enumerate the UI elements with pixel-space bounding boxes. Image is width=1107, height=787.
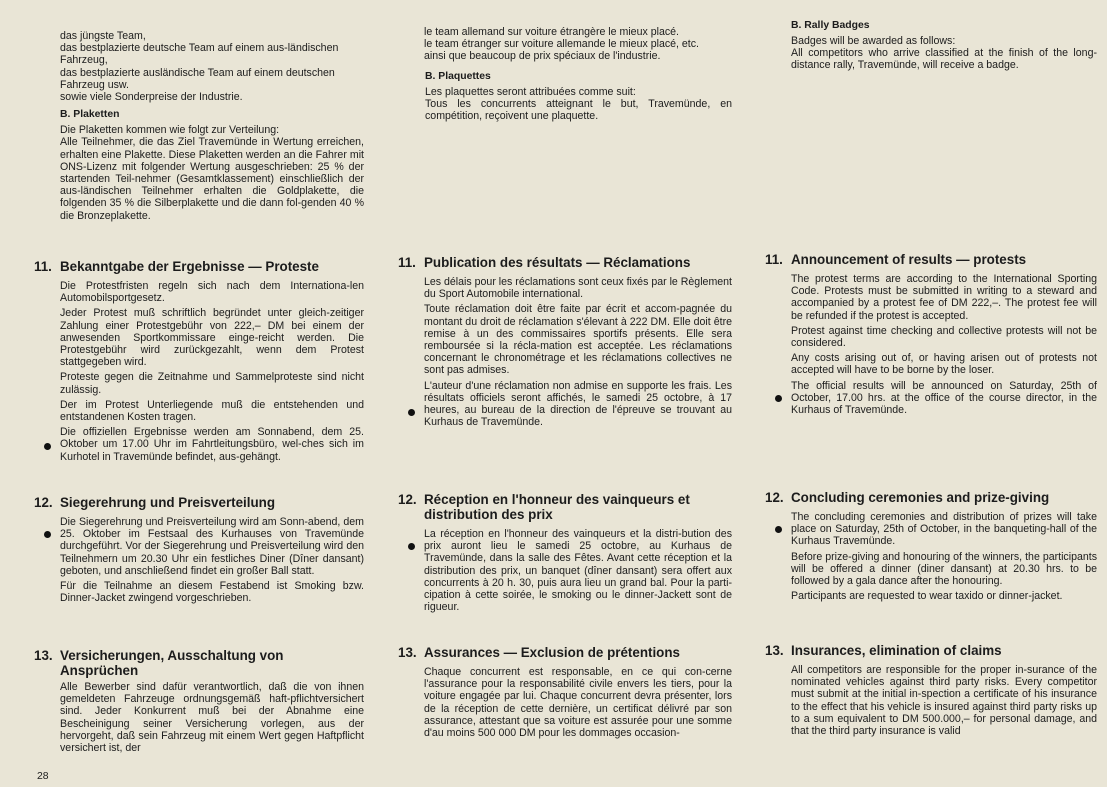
german-plaketten-heading: B. Plaketten <box>60 109 120 121</box>
section-title: Réception en l'honneur des vainqueurs et distribution des prix <box>424 492 690 522</box>
section-heading <box>34 648 364 678</box>
french-plaquettes-heading: B. Plaquettes <box>425 70 491 82</box>
paragraph: Before prize-giving and honouring of the winners, the participants will be offered a dinner (diner dansant) at 20.30 hrs. to be followed by a gala dance after the honouring. <box>791 550 1097 588</box>
section-title: Assurances — Exclusion de prétentions <box>424 645 680 660</box>
section-heading <box>398 492 732 522</box>
page-number: 28 <box>37 771 49 782</box>
bullet-marker <box>44 531 51 538</box>
section-number: 12. <box>34 495 53 510</box>
paragraph: Jeder Protest muß schriftlich begründet unter gleich-zeitiger Zahlung einer Protestgebühr von 222,– DM bei einem der anwesenden Sportkommissare einge-reicht werden. Die Protestgebühr wird zurückgezahlt, wenn dem Protest stattgegeben wird. <box>60 307 364 369</box>
paragraph: Für die Teilnahme an diesem Festabend ist Smoking bzw. Dinner-Jacket zwingend vorgeschrieben. <box>60 580 364 605</box>
paragraph: Der im Protest Unterliegende muß die entstehenden und entstandenen Kosten tragen. <box>60 398 364 424</box>
english-section-11 <box>765 252 1097 419</box>
section-heading <box>765 252 1097 267</box>
section-number: 11. <box>765 252 783 267</box>
french-intro-line-2: le team étranger sur voiture allemande le mieux placé, etc. <box>424 38 699 51</box>
section-heading <box>34 259 364 274</box>
section-number: 12. <box>765 490 784 505</box>
german-section-12 <box>34 495 364 607</box>
bullet-paragraph <box>398 380 732 429</box>
french-plaquettes-text-1: Les plaquettes seront attribuées comme suit: <box>425 85 636 98</box>
paragraph: Die Protestfristen regeln sich nach dem Internationa-len Automobilsportgesetz. <box>60 280 364 305</box>
section-heading <box>765 490 1097 505</box>
german-intro-line-2: das bestplazierte deutsche Team auf einem aus-ländischen Fahrzeug, <box>60 42 339 67</box>
paragraph: Participants are requested to wear taxido or dinner-jacket. <box>791 590 1063 603</box>
section-number: 11. <box>398 255 416 270</box>
paragraph: The protest terms are according to the International Sporting Code. Protests must be submitted in writing to a steward and accompanied by a protest fee of DM 222,–. The protest fee will be refunded if the protest is accepted. <box>791 273 1097 322</box>
section-number: 11. <box>34 259 52 274</box>
paragraph: Toute réclamation doit être faite par écrit et accom-pagnée du montant du droit de réclamation s'élevant à 222 DM. Elle doit être remise à un des commissaires sportifs présents. Elle sera remboursée si la récla-mation est acceptée. Les réclamations concernant le chronométrage et les réclamations collectives ne sont pas admises. <box>424 303 732 377</box>
paragraph: Alle Bewerber sind dafür verantwortlich, daß die von ihnen gemeldeten Fahrzeuge ordnungsgemäß haft-pflichtversichert sind. Jeder Konkurrent muß bei der Abnahme eine Bescheinigung seiner Versicherung vorlegen, aus der hervorgeht, daß sein Fahrzeug mit einem Wert gegen Haftpflicht versichert ist, der <box>60 681 364 755</box>
paragraph: The official results will be announced on Saturday, 25th of October, 17.00 hrs. at the office of the course director, in the Kurhaus of Travemünde. <box>791 379 1097 417</box>
section-title: Insurances, elimination of claims <box>791 643 1002 658</box>
paragraph: Proteste gegen die Zeitnahme und Sammelproteste sind nicht zulässig. <box>60 371 364 396</box>
paragraph: Die Siegerehrung und Preisverteilung wird am Sonn-abend, dem 25. Oktober im Festsaal des Kurhauses von Travemünde durchgeführt. Vor der Siegerehrung und Preisverteilung wird den Teilnehmern um 20.30 Uhr ein festliches Diner (Dîner dansant) geboten, und anschließend findet ein großer Ball statt. <box>60 516 364 577</box>
english-section-13 <box>765 643 1097 740</box>
bullet-paragraph <box>34 516 364 577</box>
french-section-12 <box>398 492 732 616</box>
paragraph: Protest against time checking and collective protests will not be considered. <box>791 324 1097 350</box>
section-title: Siegerehrung und Preisverteilung <box>60 495 276 510</box>
bullet-marker <box>408 543 415 550</box>
paragraph: All competitors are responsible for the proper in-surance of the nominated vehicles against third party risks. Every competitor must submit at the initial in-spection a certificate of his insurance to the effect that his vehicle is insured against third party risks up to a sum equivalent to DM 500.000,– for personal damage, and that the third party insurance is valid <box>791 664 1097 738</box>
section-heading <box>398 645 732 660</box>
german-plaketten-text-2: Alle Teilnehmer, die das Ziel Travemünde in Wertung erreichen, erhalten eine Plakette. Diese Plaketten werden an die Fahrer mit ONS-Lizenz mit folgender Wertung ausgeschrieben: 25 % der startenden Teil-nehmer (Gesamtklassement) einschließlich der aus-ländischen Teilnehmer erhalten die Goldplakette, die folgenden 35 % die Silberplakette und die dann fol-genden 40 % die Bronzeplakette. <box>60 136 364 222</box>
german-section-13 <box>34 648 364 757</box>
section-title: Bekanntgabe der Ergebnisse — Proteste <box>60 259 319 274</box>
section-title: Publication des résultats — Réclamations <box>424 255 691 270</box>
paragraph: Any costs arising out of, or having arisen out of protests not accepted will have to be borne by the loser. <box>791 352 1097 377</box>
section-title: Announcement of results — protests <box>791 252 1027 267</box>
paragraph: Chaque concurrent est responsable, en ce qui con-cerne l'assurance pour la responsabilité civile envers les tiers, pour la voiture engagée par lui. Chaque concurrent devra présenter, lors de la réception de cette dernière, un certificat délivré par son assurance, attestant que sa voiture est assurée pour une somme d'au moins 500 000 DM pour les dommages occasion- <box>424 666 732 740</box>
paragraph: Les délais pour les réclamations sont ceux fixés par le Règlement du Sport Automobile international. <box>424 276 732 301</box>
paragraph: L'auteur d'une réclamation non admise en supporte les frais. Les résultats officiels seront affichés, le samedi 25 octobre, à 17 heures, au bureau de la direction de l'épreuve se trouvant au Kurhaus de Travemünde. <box>424 379 732 429</box>
german-intro-line-3: das bestplazierte ausländische Team auf einem deutschen Fahrzeug usw. <box>60 66 335 91</box>
section-heading <box>765 643 1097 658</box>
german-plaketten-text-1: Die Plaketten kommen wie folgt zur Verteilung: <box>60 124 280 137</box>
german-section-11 <box>34 259 364 466</box>
bullet-marker <box>44 443 51 450</box>
french-plaquettes-text-2: Tous les concurrents atteignant le but, Travemünde, en compétition, reçoivent une plaquette. <box>425 97 732 123</box>
french-intro-line-3: ainsi que beaucoup de prix spéciaux de l'industrie. <box>424 50 661 63</box>
section-title: Concluding ceremonies and prize-giving <box>791 490 1050 505</box>
german-intro-line-4: sowie viele Sonderpreise der Industrie. <box>60 91 243 104</box>
paragraph: Die offiziellen Ergebnisse werden am Sonnabend, dem 25. Oktober um 17.00 Uhr im Fahrtleitungsbüro, wel-ches sich im Kurhotel in Travemünde befindet, aus-gehängt. <box>60 426 364 463</box>
bullet-marker <box>408 409 415 416</box>
french-column <box>398 0 732 787</box>
english-badges-text-2: All competitors who arrive classified at the finish of the long-distance rally, Travemünde, will receive a badge. <box>791 47 1097 72</box>
bullet-paragraph <box>34 426 364 463</box>
german-intro-line-1: das jüngste Team, <box>60 30 146 42</box>
english-column <box>765 0 1097 787</box>
bullet-paragraph <box>765 511 1097 548</box>
section-number: 13. <box>398 645 417 660</box>
english-badges-heading: B. Rally Badges <box>791 20 870 31</box>
english-section-12 <box>765 490 1097 605</box>
section-heading <box>398 255 732 270</box>
french-section-13 <box>398 645 732 742</box>
section-number: 12. <box>398 492 417 507</box>
section-title: Versicherungen, Ausschaltung von Ansprüchen <box>60 648 284 678</box>
bullet-paragraph <box>398 528 732 613</box>
french-intro <box>398 26 732 125</box>
section-heading <box>34 495 364 510</box>
paragraph: The concluding ceremonies and distribution of prizes will take place on Saturday, 25th of October, in the banqueting-hall of the Kurhaus Travemünde. <box>791 511 1097 548</box>
bullet-marker <box>775 395 782 402</box>
french-section-11 <box>398 255 732 431</box>
bullet-marker <box>775 526 782 533</box>
section-number: 13. <box>765 643 784 658</box>
german-intro <box>34 30 364 225</box>
french-intro-line-1: le team allemand sur voiture étrangère le mieux placé. <box>424 26 679 38</box>
paragraph: La réception en l'honneur des vainqueurs et la distri-bution des prix auront lieu le samedi 25 octobre, au Kurhaus de Travemünde, dans la salle des Fêtes. Avant cette réception et la distribution des prix, un banquet (dîner dansant) sera offert aux concurrents à 20 h. 30, puis aura lieu un grand bal. Pour la parti-cipation à cette soirée, le smoking ou le dinner-Jackett sont de rigueur. <box>424 528 732 614</box>
section-number: 13. <box>34 648 53 663</box>
english-badges <box>765 20 1097 75</box>
bullet-paragraph <box>765 380 1097 417</box>
english-badges-text-1: Badges will be awarded as follows: <box>791 35 956 47</box>
german-column <box>34 0 364 787</box>
